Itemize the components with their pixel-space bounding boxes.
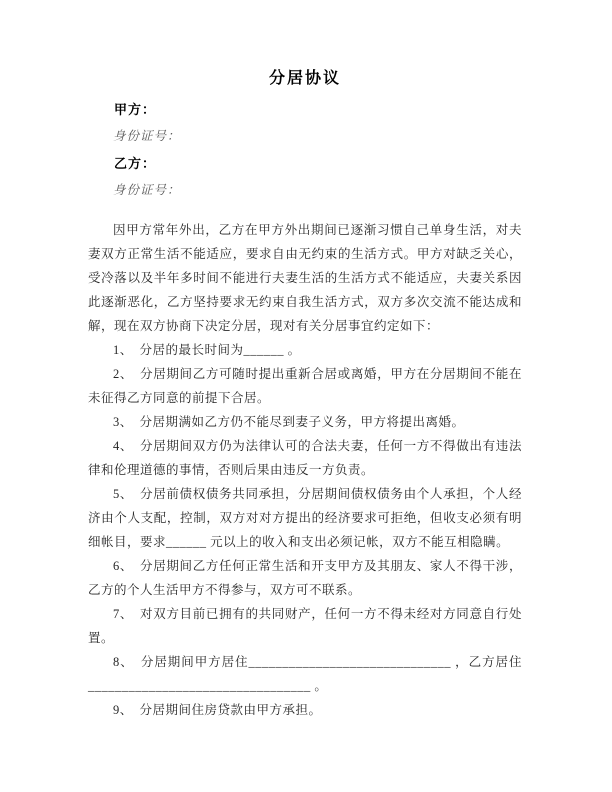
clause-list (88, 338, 522, 722)
party-a-id-label: 身份证号： (113, 129, 181, 143)
clause-4: 4、 分居期间双方仍为法律认可的合法夫妻，任何一方不得做出有违法律和伦理道德的事情，否则后果由违反一方负责。 (88, 439, 522, 477)
clause-2: 2、 分居期间乙方可随时提出重新合居或离婚，甲方在分居期间不能在未征得乙方同意的前提下合居。 (88, 367, 522, 405)
intro-paragraph: 因甲方常年外出，乙方在甲方外出期间已逐渐习惯自己单身生活，对夫妻双方正常生活不能适应，要求自由无约束的生活方式。甲方对缺乏关心，受冷落以及半年多时间不能进行夫妻生活的生活方式不能适应，夫妻关系因此逐渐恶化，乙方坚持要求无约束自我生活方式，双方多次交流不能达成和解，现在双方协商下决定分居，现对有关分居事宜约定如下： (88, 223, 522, 333)
clause-3: 3、 分居期满如乙方仍不能尽到妻子义务，甲方将提出离婚。 (113, 415, 465, 429)
clause-7: 7、 对双方目前已拥有的共同财产，任何一方不得未经对方同意自行处置。 (88, 607, 522, 645)
party-b-label: 乙方： (114, 156, 157, 171)
clause-8: 8、 分居期间甲方居住______________________________ ，乙方居住_________________________________ 。 (88, 655, 522, 693)
clause-1: 1、 分居的最长时间为______ 。 (113, 343, 301, 357)
clause-9: 9、 分居期间住房贷款由甲方承担。 (113, 703, 322, 717)
party-a-label: 甲方： (114, 102, 157, 117)
clause-6: 6、 分居期间乙方任何正常生活和开支甲方及其朋友、家人不得干涉，乙方的个人生活甲方不得参与，双方可不联系。 (88, 559, 522, 597)
party-b-id-label: 身份证号： (113, 183, 181, 197)
document-title: 分居协议 (268, 70, 341, 87)
parties-block (88, 96, 522, 204)
clause-5: 5、 分居前债权债务共同承担，分居期间债权债务由个人承担，个人经济由个人支配，控制，双方对对方提出的经济要求可拒绝，但收支必须有明细帐目，要求______ 元以上的收入和支出必须记帐，双方不能互相隐瞒。 (88, 487, 522, 549)
